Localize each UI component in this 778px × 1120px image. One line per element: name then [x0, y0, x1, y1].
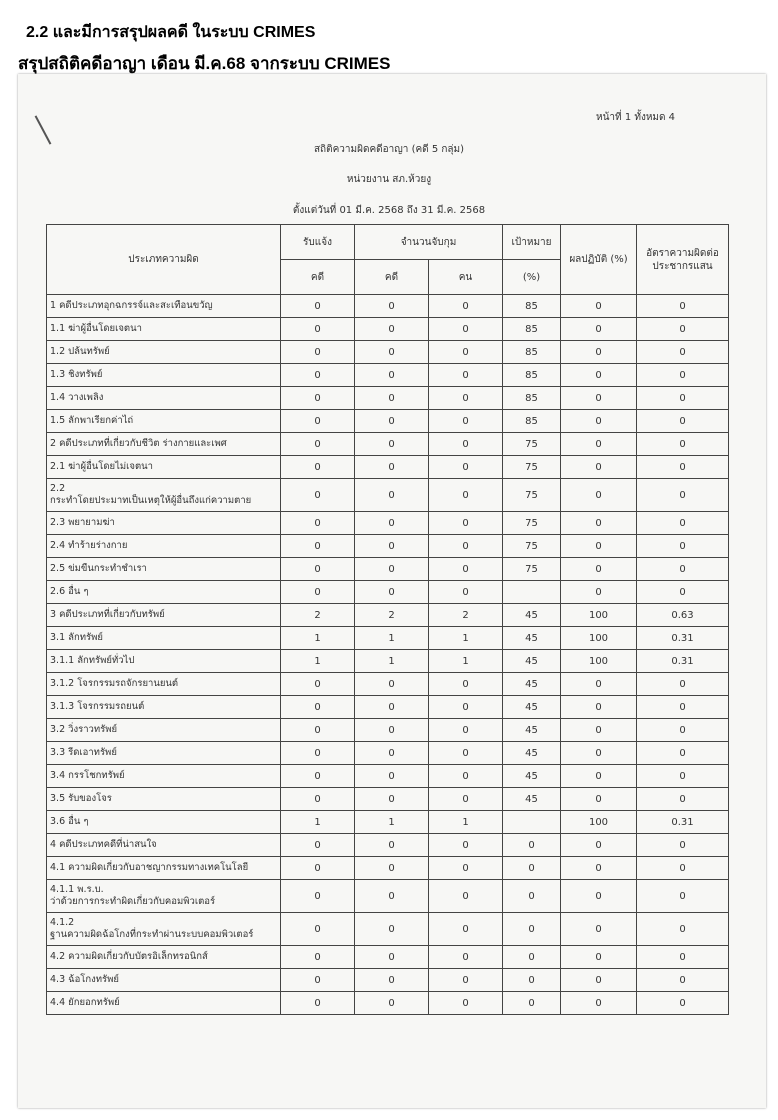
- cases-cell: 0: [355, 581, 429, 604]
- persons-cell: 0: [429, 742, 503, 765]
- rate-cell: 0: [637, 719, 729, 742]
- target-cell: 45: [503, 673, 561, 696]
- result-cell: 0: [561, 765, 637, 788]
- persons-cell: 0: [429, 558, 503, 581]
- crime-type-cell: [47, 719, 281, 742]
- rate-cell: 0.63: [637, 604, 729, 627]
- persons-cell: 0: [429, 946, 503, 969]
- cases-cell: 0: [355, 535, 429, 558]
- crime-type-label-cont: ฐานความผิดฉ้อโกงที่กระทำผ่านระบบคอมพิวเตอร์: [50, 929, 254, 940]
- result-cell: 0: [561, 456, 637, 479]
- rate-cell: 0: [637, 788, 729, 811]
- crime-type-cell: [47, 811, 281, 834]
- rate-cell: 0: [637, 341, 729, 364]
- crime-type-cell: [47, 456, 281, 479]
- header-received-cases: คดี: [281, 260, 355, 295]
- result-cell: 0: [561, 719, 637, 742]
- crime-type-label: 1.3 ชิงทรัพย์: [50, 369, 103, 380]
- crime-type-cell: [47, 696, 281, 719]
- table-row: [47, 512, 729, 535]
- header-arrested-persons: คน: [429, 260, 503, 295]
- received-cell: 0: [281, 834, 355, 857]
- target-cell: 0: [503, 857, 561, 880]
- crime-type-label: 3.6 อื่น ๆ: [50, 816, 89, 827]
- received-cell: 2: [281, 604, 355, 627]
- crime-type-label: 4.2 ความผิดเกี่ยวกับบัตรอิเล็กทรอนิกส์: [50, 951, 208, 962]
- table-row: [47, 295, 729, 318]
- table-row: [47, 992, 729, 1015]
- crime-type-cell: [47, 341, 281, 364]
- rate-cell: 0: [637, 969, 729, 992]
- target-cell: 75: [503, 558, 561, 581]
- result-cell: 0: [561, 880, 637, 913]
- crime-type-cell: [47, 604, 281, 627]
- received-cell: 0: [281, 364, 355, 387]
- rate-cell: 0: [637, 673, 729, 696]
- cases-cell: 1: [355, 627, 429, 650]
- result-cell: 0: [561, 318, 637, 341]
- target-cell: 85: [503, 318, 561, 341]
- persons-cell: 0: [429, 456, 503, 479]
- table-row: [47, 650, 729, 673]
- rate-cell: 0.31: [637, 811, 729, 834]
- crime-type-label: 2.6 อื่น ๆ: [50, 586, 89, 597]
- persons-cell: 1: [429, 627, 503, 650]
- table-row: [47, 742, 729, 765]
- rate-cell: 0: [637, 857, 729, 880]
- cases-cell: 1: [355, 811, 429, 834]
- persons-cell: 0: [429, 295, 503, 318]
- received-cell: 0: [281, 295, 355, 318]
- table-row: [47, 604, 729, 627]
- persons-cell: 0: [429, 673, 503, 696]
- crime-type-cell: [47, 946, 281, 969]
- cases-cell: 0: [355, 387, 429, 410]
- result-cell: 0: [561, 913, 637, 946]
- cases-cell: 0: [355, 295, 429, 318]
- persons-cell: 0: [429, 913, 503, 946]
- rate-cell: 0: [637, 696, 729, 719]
- target-cell: 0: [503, 880, 561, 913]
- received-cell: 0: [281, 387, 355, 410]
- rate-cell: 0: [637, 742, 729, 765]
- persons-cell: 0: [429, 318, 503, 341]
- crime-type-cell: [47, 318, 281, 341]
- crime-statistics-table: [46, 224, 729, 1015]
- crime-type-label: 2.3 พยายามฆ่า: [50, 517, 115, 528]
- received-cell: 0: [281, 913, 355, 946]
- result-cell: 0: [561, 341, 637, 364]
- target-cell: 0: [503, 969, 561, 992]
- received-cell: 0: [281, 857, 355, 880]
- crime-type-label: 4.1.1 พ.ร.บ.: [50, 884, 104, 895]
- cases-cell: 0: [355, 673, 429, 696]
- target-cell: 45: [503, 788, 561, 811]
- result-cell: 0: [561, 696, 637, 719]
- result-cell: 0: [561, 433, 637, 456]
- received-cell: 0: [281, 318, 355, 341]
- target-cell: 85: [503, 410, 561, 433]
- result-cell: 100: [561, 604, 637, 627]
- received-cell: 0: [281, 535, 355, 558]
- received-cell: 0: [281, 765, 355, 788]
- target-cell: 0: [503, 946, 561, 969]
- table-row: [47, 811, 729, 834]
- persons-cell: 0: [429, 719, 503, 742]
- crime-type-cell: [47, 742, 281, 765]
- target-cell: 75: [503, 433, 561, 456]
- rate-cell: 0: [637, 295, 729, 318]
- table-row: [47, 765, 729, 788]
- rate-cell: 0: [637, 535, 729, 558]
- crime-type-label: 3.1 ลักทรัพย์: [50, 632, 103, 643]
- crime-type-cell: [47, 433, 281, 456]
- table-row: [47, 969, 729, 992]
- crime-type-cell: [47, 535, 281, 558]
- table-row: [47, 364, 729, 387]
- rate-cell: 0: [637, 581, 729, 604]
- crime-type-cell: [47, 673, 281, 696]
- persons-cell: 2: [429, 604, 503, 627]
- target-cell: 75: [503, 456, 561, 479]
- received-cell: 0: [281, 433, 355, 456]
- result-cell: 0: [561, 673, 637, 696]
- result-cell: 100: [561, 627, 637, 650]
- cases-cell: 0: [355, 992, 429, 1015]
- result-cell: 0: [561, 992, 637, 1015]
- table-row: [47, 318, 729, 341]
- received-cell: 1: [281, 650, 355, 673]
- persons-cell: 0: [429, 512, 503, 535]
- table-row: [47, 857, 729, 880]
- cases-cell: 0: [355, 913, 429, 946]
- rate-cell: 0: [637, 992, 729, 1015]
- persons-cell: 0: [429, 788, 503, 811]
- crime-type-label: 2.5 ข่มขืนกระทำชำเรา: [50, 563, 147, 574]
- table-row: [47, 558, 729, 581]
- crime-type-cell: [47, 765, 281, 788]
- unit-name: หน่วยงาน สภ.ห้วยงู: [346, 174, 432, 185]
- result-cell: 0: [561, 410, 637, 433]
- received-cell: 0: [281, 512, 355, 535]
- table-row: [47, 535, 729, 558]
- target-cell: 0: [503, 834, 561, 857]
- cases-cell: 0: [355, 318, 429, 341]
- result-cell: 100: [561, 811, 637, 834]
- persons-cell: 0: [429, 341, 503, 364]
- target-cell: 45: [503, 765, 561, 788]
- persons-cell: 0: [429, 992, 503, 1015]
- crime-type-cell: [47, 627, 281, 650]
- crime-type-label-cont: กระทำโดยประมาทเป็นเหตุให้ผู้อื่นถึงแก่ความตาย: [50, 495, 252, 506]
- rate-cell: 0: [637, 479, 729, 512]
- cases-cell: 0: [355, 410, 429, 433]
- received-cell: 0: [281, 558, 355, 581]
- crime-type-cell: [47, 650, 281, 673]
- cases-cell: 0: [355, 364, 429, 387]
- table-row: [47, 834, 729, 857]
- cases-cell: 0: [355, 742, 429, 765]
- result-cell: 0: [561, 788, 637, 811]
- crime-type-cell: [47, 857, 281, 880]
- rate-cell: 0.31: [637, 627, 729, 650]
- result-cell: 0: [561, 742, 637, 765]
- table-row: [47, 788, 729, 811]
- result-cell: 0: [561, 558, 637, 581]
- rate-cell: 0: [637, 318, 729, 341]
- header-arrested: จำนวนจับกุม: [355, 225, 503, 260]
- result-cell: 0: [561, 512, 637, 535]
- cases-cell: 0: [355, 696, 429, 719]
- date-range: ตั้งแต่วันที่ 01 มี.ค. 2568 ถึง 31 มี.ค. 2568: [292, 205, 486, 216]
- crime-type-label: 3.4 กรรโชกทรัพย์: [50, 770, 125, 781]
- crime-type-label: 2 คดีประเภทที่เกี่ยวกับชีวิต ร่างกายและเพศ: [50, 438, 227, 449]
- crime-type-label: 1 คดีประเภทอุกฉกรรจ์และสะเทือนขวัญ: [50, 300, 213, 311]
- cases-cell: 0: [355, 880, 429, 913]
- header-target-percent: (%): [503, 260, 561, 295]
- crime-type-label-cont: ว่าด้วยการกระทำผิดเกี่ยวกับคอมพิวเตอร์: [50, 896, 216, 907]
- crime-type-cell: [47, 479, 281, 512]
- cases-cell: 0: [355, 341, 429, 364]
- target-cell: 85: [503, 387, 561, 410]
- target-cell: 0: [503, 992, 561, 1015]
- rate-cell: 0: [637, 387, 729, 410]
- crime-type-cell: [47, 410, 281, 433]
- table-row: [47, 581, 729, 604]
- received-cell: 0: [281, 581, 355, 604]
- target-cell: 45: [503, 742, 561, 765]
- cases-cell: 0: [355, 857, 429, 880]
- crime-type-label: 3.3 รีดเอาทรัพย์: [50, 747, 117, 758]
- section-heading: 2.2 และมีการสรุปผลคดี ในระบบ CRIMES: [26, 24, 316, 41]
- target-cell: 75: [503, 535, 561, 558]
- table-row: [47, 341, 729, 364]
- received-cell: 0: [281, 719, 355, 742]
- result-cell: 0: [561, 946, 637, 969]
- crime-type-cell: [47, 880, 281, 913]
- received-cell: 0: [281, 788, 355, 811]
- persons-cell: 1: [429, 650, 503, 673]
- crime-type-label: 3.1.2 โจรกรรมรถจักรยานยนต์: [50, 678, 179, 689]
- received-cell: 1: [281, 811, 355, 834]
- header-performance: ผลปฏิบัติ (%): [561, 225, 637, 295]
- received-cell: 1: [281, 627, 355, 650]
- result-cell: 0: [561, 364, 637, 387]
- table-row: [47, 913, 729, 946]
- rate-cell: 0: [637, 456, 729, 479]
- crime-type-label: 1.2 ปล้นทรัพย์: [50, 346, 110, 357]
- cases-cell: 0: [355, 558, 429, 581]
- rate-cell: 0: [637, 765, 729, 788]
- cases-cell: 0: [355, 479, 429, 512]
- target-cell: 45: [503, 627, 561, 650]
- crime-type-cell: [47, 295, 281, 318]
- cases-cell: 0: [355, 512, 429, 535]
- crime-type-cell: [47, 364, 281, 387]
- header-target: เป้าหมาย: [503, 225, 561, 260]
- table-row: [47, 673, 729, 696]
- crime-type-label: 1.1 ฆ่าผู้อื่นโดยเจตนา: [50, 323, 142, 334]
- crime-type-cell: [47, 788, 281, 811]
- table-row: [47, 410, 729, 433]
- header-rate: อัตราความผิดต่อประชากรแสน: [637, 225, 729, 295]
- result-cell: 0: [561, 535, 637, 558]
- crime-type-cell: [47, 581, 281, 604]
- crime-type-label: 3.1.1 ลักทรัพย์ทั่วไป: [50, 655, 135, 666]
- received-cell: 0: [281, 410, 355, 433]
- rate-cell: 0: [637, 433, 729, 456]
- target-cell: 45: [503, 719, 561, 742]
- cases-cell: 0: [355, 834, 429, 857]
- persons-cell: 0: [429, 880, 503, 913]
- received-cell: 0: [281, 673, 355, 696]
- persons-cell: 0: [429, 433, 503, 456]
- target-cell: 75: [503, 512, 561, 535]
- table-row: [47, 880, 729, 913]
- crime-type-label: 3 คดีประเภทที่เกี่ยวกับทรัพย์: [50, 609, 165, 620]
- crime-type-cell: [47, 834, 281, 857]
- persons-cell: 0: [429, 535, 503, 558]
- crime-type-label: 1.4 วางเพลิง: [50, 392, 104, 403]
- table-row: [47, 946, 729, 969]
- document-title: สถิติความผิดคดีอาญา (คดี 5 กลุ่ม): [313, 144, 465, 155]
- rate-cell: 0: [637, 913, 729, 946]
- received-cell: 0: [281, 880, 355, 913]
- result-cell: 100: [561, 650, 637, 673]
- page-number: หน้าที่ 1 ทั้งหมด 4: [596, 112, 676, 123]
- cases-cell: 0: [355, 946, 429, 969]
- target-cell: [503, 811, 561, 834]
- target-cell: 45: [503, 650, 561, 673]
- summary-heading: สรุปสถิติคดีอาญา เดือน มี.ค.68 จากระบบ CRIMES: [18, 54, 391, 73]
- target-cell: 85: [503, 295, 561, 318]
- table-row: [47, 719, 729, 742]
- received-cell: 0: [281, 992, 355, 1015]
- table-row: [47, 627, 729, 650]
- table-row: [47, 387, 729, 410]
- table-row: [47, 433, 729, 456]
- cases-cell: 0: [355, 719, 429, 742]
- cases-cell: 0: [355, 433, 429, 456]
- crime-type-label: 2.4 ทำร้ายร่างกาย: [50, 540, 128, 551]
- rate-cell: 0: [637, 512, 729, 535]
- received-cell: 0: [281, 946, 355, 969]
- received-cell: 0: [281, 456, 355, 479]
- crime-type-label: 4.3 ฉ้อโกงทรัพย์: [50, 974, 119, 985]
- persons-cell: 0: [429, 765, 503, 788]
- result-cell: 0: [561, 969, 637, 992]
- rate-cell: 0: [637, 364, 729, 387]
- target-cell: 85: [503, 341, 561, 364]
- crime-type-label: 3.1.3 โจรกรรมรถยนต์: [50, 701, 145, 712]
- persons-cell: 0: [429, 969, 503, 992]
- cases-cell: 0: [355, 788, 429, 811]
- result-cell: 0: [561, 581, 637, 604]
- persons-cell: 0: [429, 479, 503, 512]
- target-cell: 45: [503, 696, 561, 719]
- result-cell: 0: [561, 387, 637, 410]
- persons-cell: 0: [429, 857, 503, 880]
- header-crime-type: ประเภทความผิด: [47, 225, 281, 295]
- crime-type-label: 4.4 ยักยอกทรัพย์: [50, 997, 120, 1008]
- header-arrested-cases: คดี: [355, 260, 429, 295]
- target-cell: 85: [503, 364, 561, 387]
- cases-cell: 1: [355, 650, 429, 673]
- received-cell: 0: [281, 969, 355, 992]
- cases-cell: 0: [355, 456, 429, 479]
- table-row: [47, 479, 729, 512]
- crime-type-cell: [47, 512, 281, 535]
- crime-type-label: 4.1 ความผิดเกี่ยวกับอาชญากรรมทางเทคโนโลยี: [50, 862, 249, 873]
- cases-cell: 0: [355, 765, 429, 788]
- header-received: รับแจ้ง: [281, 225, 355, 260]
- cases-cell: 0: [355, 969, 429, 992]
- target-cell: 75: [503, 479, 561, 512]
- crime-type-cell: [47, 913, 281, 946]
- received-cell: 0: [281, 696, 355, 719]
- crime-type-label: 4.1.2: [50, 917, 75, 928]
- result-cell: 0: [561, 857, 637, 880]
- crime-type-label: 2.1 ฆ่าผู้อื่นโดยไม่เจตนา: [50, 461, 153, 472]
- target-cell: 0: [503, 913, 561, 946]
- crime-type-label: 3.2 วิ่งราวทรัพย์: [50, 724, 118, 735]
- crime-type-label: 3.5 รับของโจร: [50, 793, 112, 804]
- table-row: [47, 456, 729, 479]
- rate-cell: 0: [637, 834, 729, 857]
- rate-cell: 0: [637, 558, 729, 581]
- table-row: [47, 696, 729, 719]
- target-cell: 45: [503, 604, 561, 627]
- crime-type-label: 1.5 ลักพาเรียกค่าไถ่: [50, 415, 134, 426]
- rate-cell: 0: [637, 410, 729, 433]
- crime-type-label: 4 คดีประเภทคดีที่น่าสนใจ: [50, 839, 157, 850]
- persons-cell: 0: [429, 364, 503, 387]
- persons-cell: 1: [429, 811, 503, 834]
- crime-type-cell: [47, 992, 281, 1015]
- crime-type-cell: [47, 558, 281, 581]
- result-cell: 0: [561, 295, 637, 318]
- result-cell: 0: [561, 479, 637, 512]
- received-cell: 0: [281, 341, 355, 364]
- cases-cell: 2: [355, 604, 429, 627]
- persons-cell: 0: [429, 387, 503, 410]
- target-cell: [503, 581, 561, 604]
- persons-cell: 0: [429, 696, 503, 719]
- rate-cell: 0: [637, 946, 729, 969]
- rate-cell: 0: [637, 880, 729, 913]
- crime-type-cell: [47, 387, 281, 410]
- persons-cell: 0: [429, 834, 503, 857]
- crime-type-label: 2.2: [50, 483, 66, 494]
- crime-type-cell: [47, 969, 281, 992]
- persons-cell: 0: [429, 581, 503, 604]
- received-cell: 0: [281, 742, 355, 765]
- persons-cell: 0: [429, 410, 503, 433]
- result-cell: 0: [561, 834, 637, 857]
- rate-cell: 0.31: [637, 650, 729, 673]
- received-cell: 0: [281, 479, 355, 512]
